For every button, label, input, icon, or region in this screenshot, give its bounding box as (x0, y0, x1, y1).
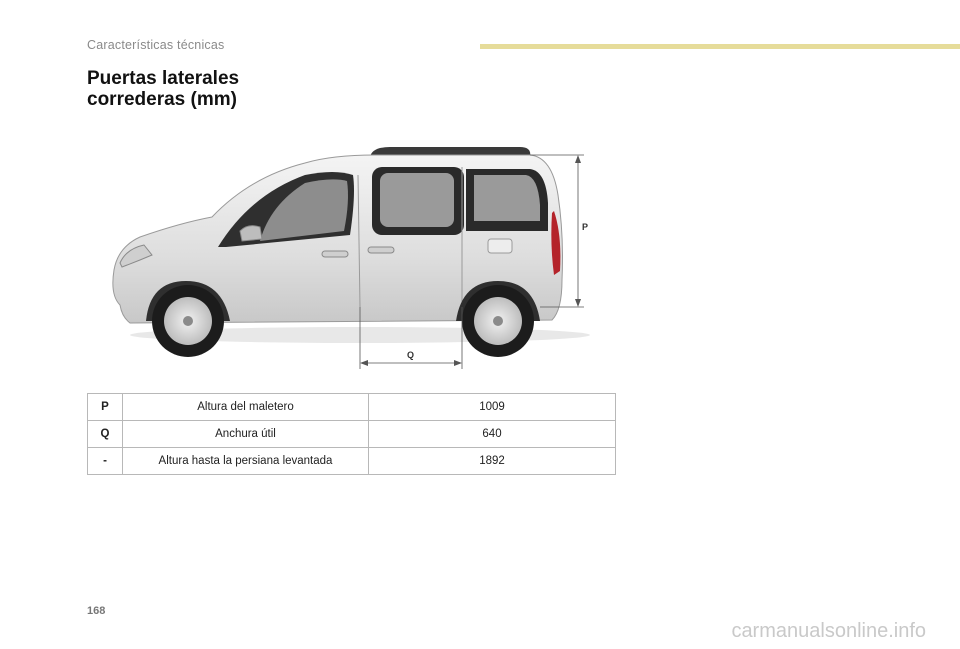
rear-window-glass (474, 175, 540, 221)
table-row (88, 394, 616, 421)
page-number: 168 (87, 605, 106, 617)
header-accent-bar (480, 44, 960, 49)
page-title-line-1: Puertas laterales (87, 68, 240, 89)
dimension-q-label: Q (407, 350, 415, 360)
fuel-cap (488, 239, 512, 253)
dimension-p-arrow-bottom (575, 299, 581, 307)
rear-wheel (462, 285, 534, 357)
row-value: 640 (369, 421, 616, 448)
row-value: 1892 (369, 448, 616, 475)
dimension-p-label: P (582, 222, 589, 232)
sliding-door-handle (368, 247, 394, 253)
section-header: Características técnicas (87, 38, 225, 52)
front-door-handle (322, 251, 348, 257)
watermark-link[interactable]: carmanualsonline.info (731, 620, 926, 642)
page-title (87, 68, 387, 110)
front-wheel (152, 285, 224, 357)
sliding-door-glass (380, 173, 454, 227)
table-row (88, 448, 616, 475)
row-code: Q (88, 421, 123, 448)
row-description: Anchura útil (123, 421, 369, 448)
row-value: 1009 (369, 394, 616, 421)
dimension-q-arrow-left (360, 360, 368, 366)
dimension-q-arrow-right (454, 360, 462, 366)
side-mirror (240, 226, 262, 241)
row-description: Altura hasta la persiana levantada (123, 448, 369, 475)
page-title-line-2: correderas (mm) (87, 89, 237, 110)
vehicle-side-view-diagram (100, 135, 620, 375)
row-description: Altura del maletero (123, 394, 369, 421)
dimension-p-arrow-top (575, 155, 581, 163)
row-code: P (88, 394, 123, 421)
dimensions-table (87, 393, 616, 475)
table-row (88, 421, 616, 448)
row-code: - (88, 448, 123, 475)
